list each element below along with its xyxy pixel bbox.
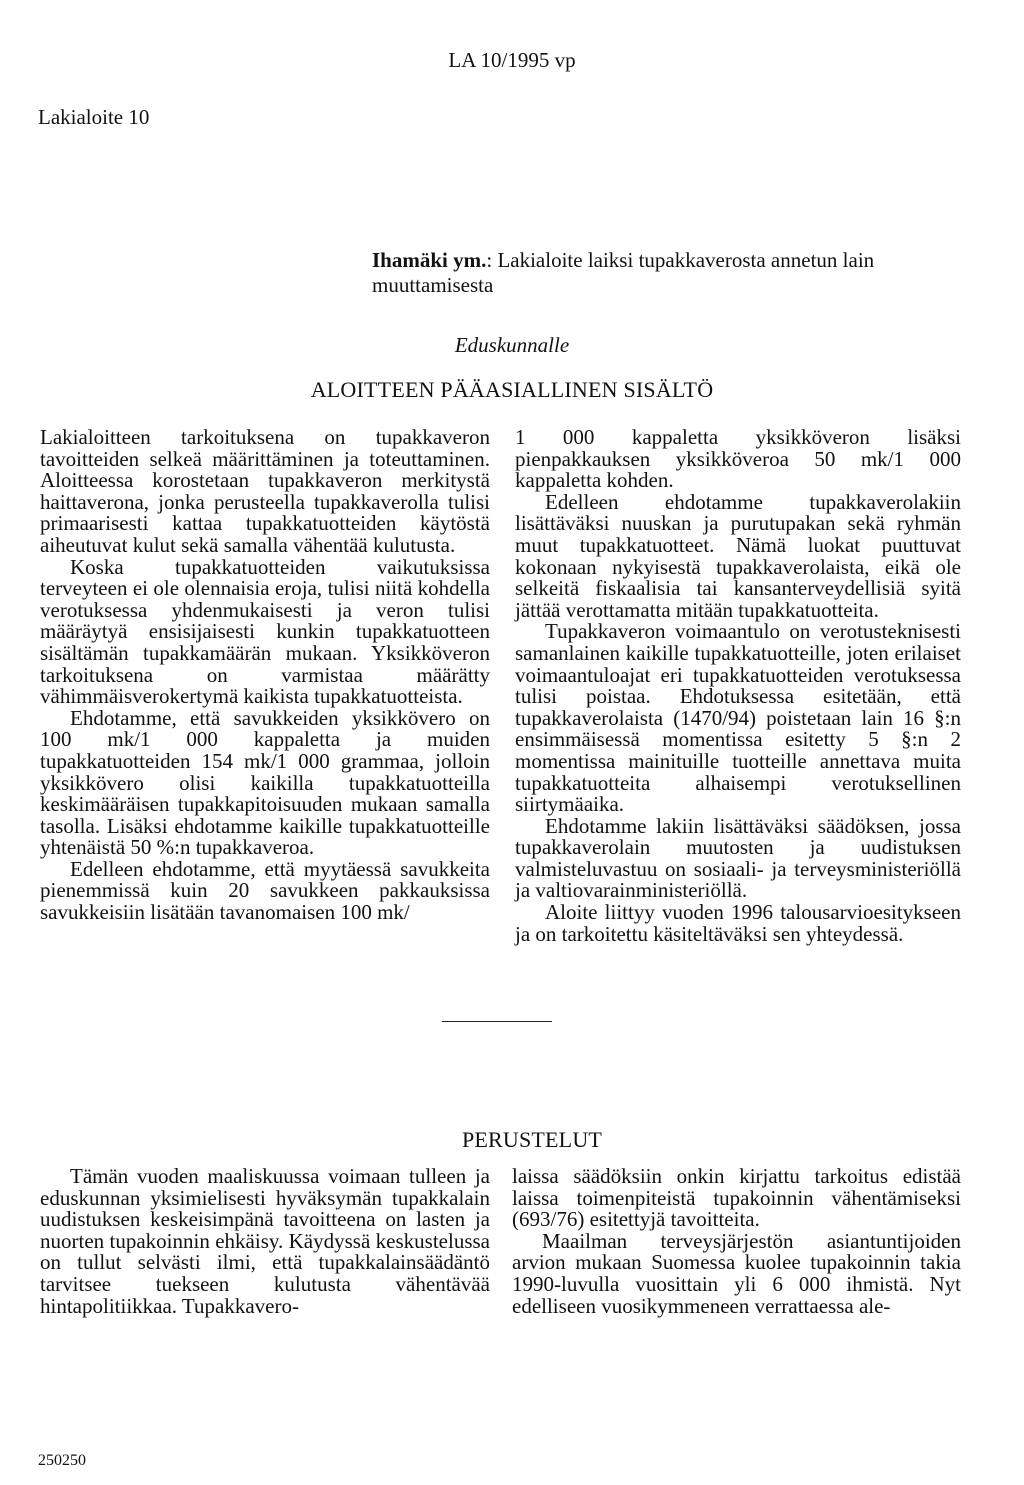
paragraph: 1 000 kappaletta yksikköveron lisäksi pienpakkauksen yksikköveroa 50 mk/1 000 kappaletta kohden.: [515, 425, 961, 493]
footer-code: 250250: [38, 1452, 86, 1469]
author-names: Ihamäki ym.: [372, 248, 487, 272]
rationale-heading: PERUSTELUT: [461, 1127, 603, 1152]
paragraph: Aloite liittyy vuoden 1996 talousarvioesitykseen ja on tarkoitettu käsiteltäväksi sen yhteydessä.: [515, 900, 961, 946]
paragraph: Tämän vuoden maaliskuussa voimaan tulleen ja eduskunnan yksimielisesti hyväksymän tupakkalain uudistuksen keskeisimpänä tavoitteena on lasten ja nuorten tupakoinnin ehkäisy. Käydyssä keskustelussa on tullut selvästi ilmi, että tupakkalainsäädäntö tarvitsee tuekseen kulutusta vähentävää hintapolitiikkaa. Tupakkavero-: [40, 1164, 490, 1318]
paragraph: laissa säädöksiin onkin kirjattu tarkoitus edistää laissa toimenpiteistä tupakoinnin vähentämiseksi (693/76) esitettyjä tavoitteita.: [512, 1164, 961, 1232]
motion-title: : Lakialoite laiksi tupakkaverosta annetun lain muuttamisesta: [372, 248, 875, 297]
summary-left-column: [40, 427, 490, 924]
paragraph: Tupakkaveron voimaantulo on verotusteknisesti samanlainen kaikille tupakkatuotteille, joten erilaiset voimaantuloajat eri tupakkatuotteiden verotuksessa tulisi poistaa. Ehdotuksessa esitetään, että tupakkaverolaista (1470/94) poistetaan lain 16 §:n ensimmäisessä momentissa esitetty 5 §:n 2 momentissa mainituille tuotteille annettava muita tupakkatuotteita alhaisempi verotuksellinen siirtymäaika.: [515, 619, 961, 817]
paragraph: Ehdotamme lakiin lisättäväksi säädöksen, jossa tupakkaverolain muutosten ja uudistuksen valmisteluvastuu on sosiaali- ja terveysministeriöllä ja valtiovarainministeriöllä.: [515, 813, 961, 903]
paragraph: Edelleen ehdotamme, että myytäessä savukkeita pienemmissä kuin 20 savukkeen pakkauksissa savukkeisiin lisätään tavanomaisen 100 mk/: [40, 856, 490, 925]
rationale-right-column: [512, 1166, 961, 1317]
paragraph: Koska tupakkatuotteiden vaikutuksissa terveyteen ei ole olennaisia eroja, tulisi niitä kohdella verotuksessa yhdenmukaisesti ja veron tulisi määräytyä ensisijaisesti kunkin tupakkatuotteen sisältämän tupakkamäärän mukaan. Yksikköveron tarkoituksena on varmistaa määrätty vähimmäisverokertymä kaikista tupakkatuotteista.: [40, 554, 490, 709]
recipient: Eduskunnalle: [454, 333, 570, 357]
document-id: LA 10/1995 vp: [448, 48, 576, 72]
paragraph: Maailman terveysjärjestön asiantuntijoiden arvion mukaan Suomessa kuolee tupakoinnin takia 1990-luvulla vuosittain yli 6 000 ihmistä. Nyt edelliseen vuosikymmeneen verrattaessa ale-: [512, 1228, 961, 1318]
summary-right-column: [515, 427, 961, 945]
summary-heading: ALOITTEEN PÄÄASIALLINEN SISÄLTÖ: [310, 377, 714, 402]
rationale-left-column: [40, 1166, 490, 1317]
paragraph: Lakialoitteen tarkoituksena on tupakkaveron tavoitteiden selkeä määrittäminen ja toteuttaminen. Aloitteessa korostetaan tupakkaveron merkitystä haittaverona, jonka perusteella tupakkaverolla tulisi primaarisesti kattaa tupakkatuotteiden käytöstä aiheutuvat kulut sekä samalla vähentää kulutusta.: [40, 425, 490, 557]
paragraph: Ehdotamme, että savukkeiden yksikkövero on 100 mk/1 000 kappaletta ja muiden tupakkatuotteiden 154 mk/1 000 grammaa, jolloin yksikkövero olisi kaikilla tupakkatuotteilla keskimääräisen tupakkapitoisuuden mukaan samalla tasolla. Lisäksi ehdotamme kaikille tupakkatuotteille yhtenäistä 50 %:n tupakkaveroa.: [40, 705, 490, 860]
motion-intro: [372, 248, 977, 298]
section-divider: [442, 1021, 552, 1022]
document-label: Lakialoite 10: [38, 105, 150, 129]
paragraph: Edelleen ehdotamme tupakkaverolakiin lisättäväksi nuuskan ja purutupakan sekä ryhmän muut tupakkatuotteet. Nämä luokat puuttuvat kokonaan nykyisestä tupakkaverolaista, eikä ole selkeitä fiskaalisia tai kansanterveydellisiä syitä jättää verottamatta mitään tupakkatuotteita.: [515, 489, 961, 622]
